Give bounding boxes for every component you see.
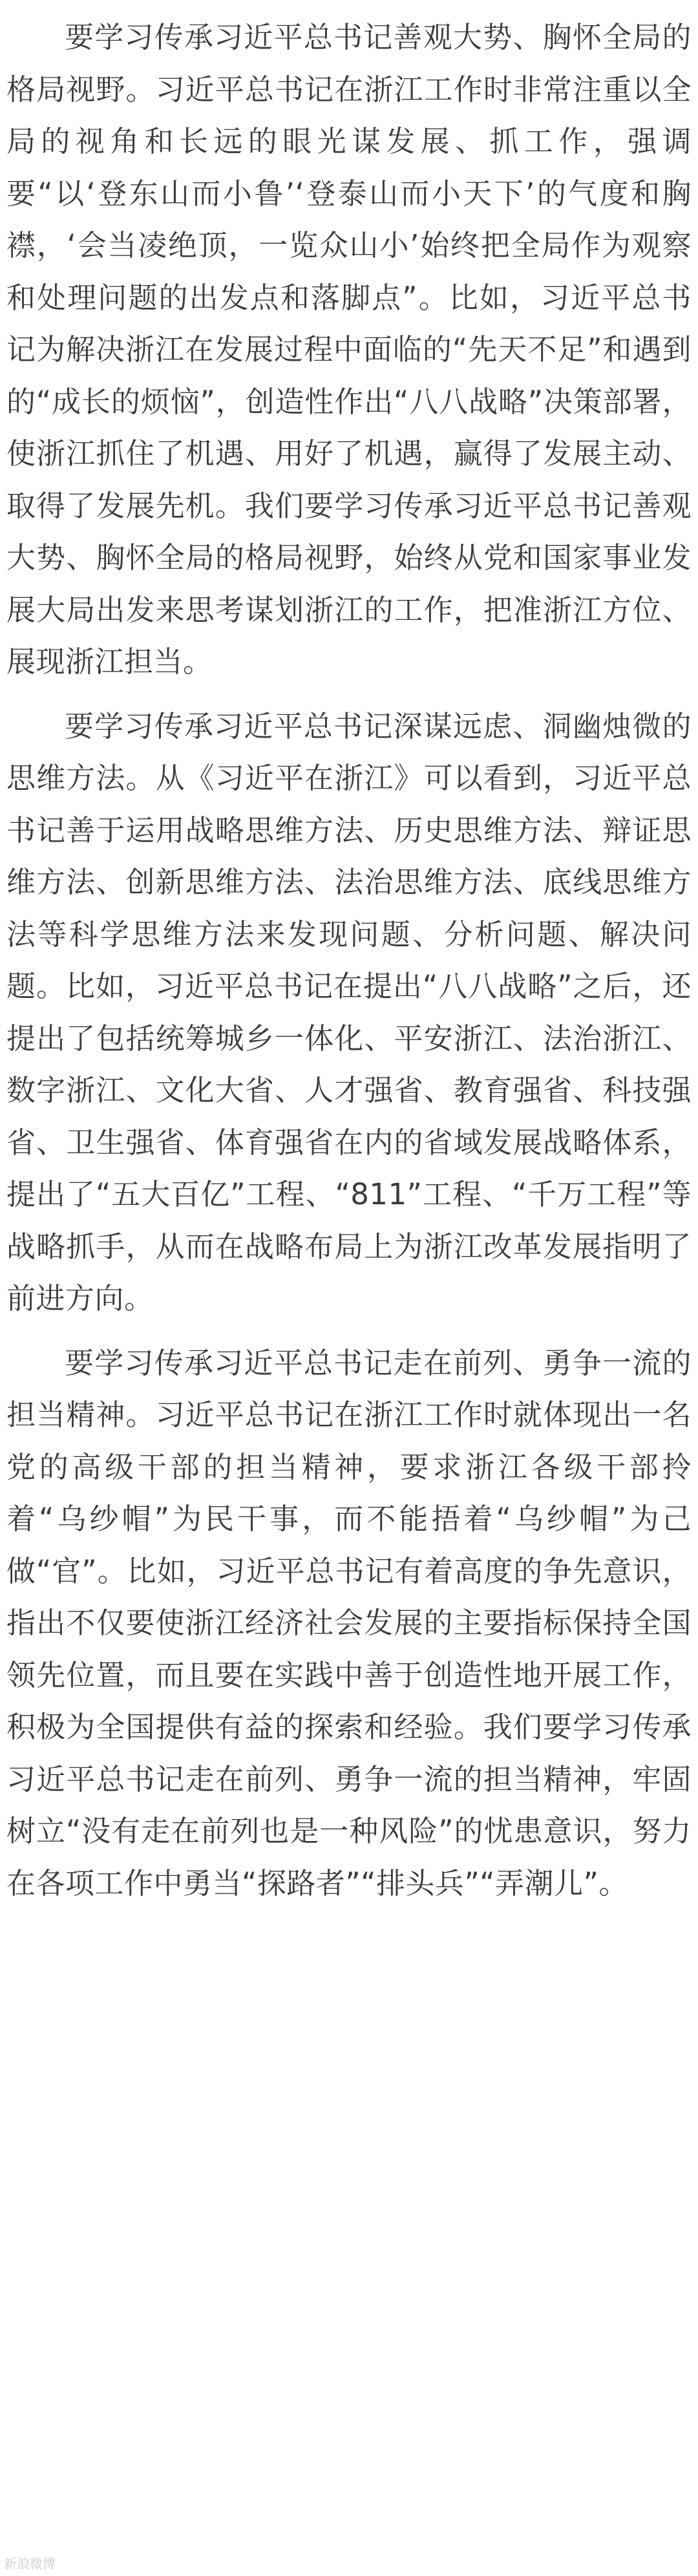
paragraph-3: 要学习传承习近平总书记走在前列、勇争一流的担当精神。习近平总书记在浙江工作时就体现出一名党的高级干部的担当精神，要求浙江各级干部拎着“乌纱帽”为民干事，而不能捂着“乌纱帽”为己做“官”。比如，习近平总书记有着高度的争先意识，指出不仅要使浙江经济社会发展的主要指标保持全国领先位置，而且要在实践中善于创造性地开展工作，积极为全国提供有益的探索和经验。我们要学习传承习近平总书记走在前列、勇争一流的担当精神，牢固树立“没有走在前列也是一种风险”的忧患意识，努力在各项工作中勇当“探路者”“排头兵”“弄潮儿”。 <box>6 1345 692 1900</box>
paragraph-2: 要学习传承习近平总书记深谋远虑、洞幽烛微的思维方法。从《习近平在浙江》可以看到，习近平总书记善于运用战略思维方法、历史思维方法、辩证思维方法、创新思维方法、法治思维方法、底线思维方法等科学思维方法来发现问题、分析问题、解决问题。比如，习近平总书记在提出“八八战略”之后，还提出了包括统筹城乡一体化、平安浙江、法治浙江、数字浙江、文化大省、人才强省、教育强省、科技强省、卫生强省、体育强省在内的省域发展战略体系，提出了“五大百亿”工程、“811”工程、“千万工程”等战略抓手，从而在战略布局上为浙江改革发展指明了前进方向。 <box>6 708 692 1315</box>
paragraph-1: 要学习传承习近平总书记善观大势、胸怀全局的格局视野。习近平总书记在浙江工作时非常注重以全局的视角和长远的眼光谋发展、抓工作，强调要“以‘登东山而小鲁’‘登泰山而小天下’的气度和胸襟，‘会当凌绝顶，一览众山小’始终把全局作为观察和处理问题的出发点和落脚点”。比如，习近平总书记为解决浙江在发展过程中面临的“先天不足”和遇到的“成长的烦恼”，创造性作出“八八战略”决策部署，使浙江抓住了机遇、用好了机遇，赢得了发展主动、取得了发展先机。我们要学习传承习近平总书记善观大势、胸怀全局的格局视野，始终从党和国家事业发展大局出发来思考谋划浙江的工作，把准浙江方位、展现浙江担当。 <box>6 20 692 679</box>
watermark: 新浪微博 <box>4 2556 56 2571</box>
article-body <box>6 12 692 1922</box>
